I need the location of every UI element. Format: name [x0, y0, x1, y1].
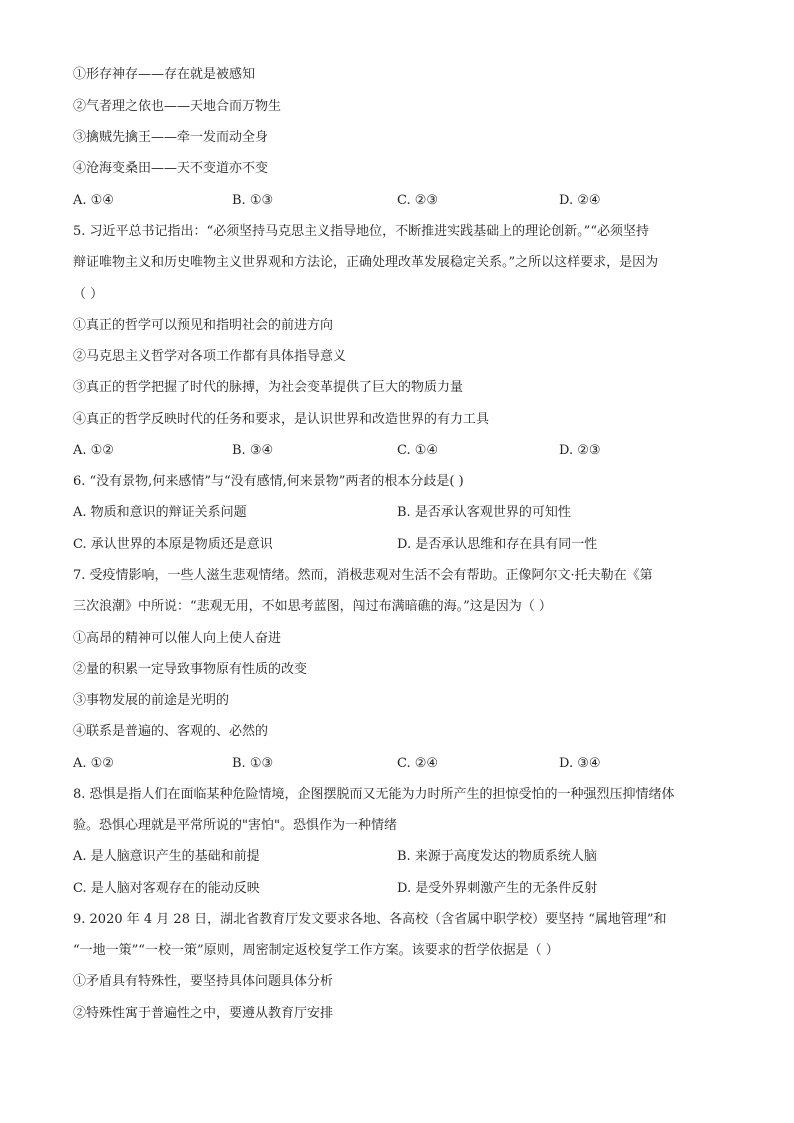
- q8-stem-line-2: 验。恐惧心理就是平常所说的"害怕"。恐惧作为一种情绪: [73, 818, 397, 833]
- q6-option-b: B. 是否承认客观世界的可知性: [397, 505, 571, 520]
- q6-stem: 6. “没有景物,何来感情”与“没有感情,何来景物”两者的根本分歧是( ): [73, 474, 464, 489]
- q6-option-a: A. 物质和意识的辩证关系问题: [73, 505, 247, 520]
- q7-option-c: C. ②④: [397, 756, 439, 771]
- q7-item-2: ②量的积累一定导致事物原有性质的改变: [73, 662, 308, 677]
- q7-item-1: ①高昂的精神可以催人向上使人奋进: [73, 631, 282, 646]
- q8-option-d: D. 是受外界刺激产生的无条件反射: [397, 881, 598, 896]
- q8-option-a: A. 是人脑意识产生的基础和前提: [73, 849, 260, 864]
- q4-item-2: ②气者理之依也——天地合而万物生: [73, 99, 282, 114]
- q5-option-b: B. ③④: [232, 443, 274, 458]
- q5-item-1: ①真正的哲学可以预见和指明社会的前进方向: [73, 318, 334, 333]
- q7-item-3: ③事物发展的前途是光明的: [73, 693, 230, 708]
- q5-item-2: ②马克思主义哲学对各项工作都有具体指导意义: [73, 349, 347, 364]
- q6-option-c: C. 承认世界的本原是物质还是意识: [73, 537, 273, 552]
- q5-stem-line-2: 辩证唯物主义和历史唯物主义世界观和方法论，正确处理改革发展稳定关系。”之所以这样要求，是因为: [73, 255, 659, 270]
- q7-stem-line-1: 7. 受疫情影响，一些人滋生悲观情绪。然而，消极悲观对生活不会有帮助。正像阿尔文·托夫勒在《第: [73, 568, 653, 583]
- q6-option-d: D. 是否承认思维和存在具有同一性: [397, 537, 598, 552]
- q4-item-1: ①形存神存——存在就是被感知: [73, 67, 256, 82]
- q7-option-b: B. ①③: [232, 756, 274, 771]
- q7-item-4: ④联系是普遍的、客观的、必然的: [73, 724, 269, 739]
- q7-stem-line-2: 三次浪潮》中所说：“悲观无用，不如思考蓝图，闯过布满暗礁的海。”这是因为（ ）: [73, 599, 552, 614]
- q7-option-d: D. ③④: [559, 756, 601, 771]
- q9-stem-line-2: “一地一策”“一校一策”原则，周密制定返校复学工作方案。该要求的哲学依据是（ ）: [73, 943, 559, 958]
- q5-item-3: ③真正的哲学把握了时代的脉搏，为社会变革提供了巨大的物质力量: [73, 380, 464, 395]
- q5-option-d: D. ②③: [559, 443, 601, 458]
- q4-option-d: D. ②④: [559, 193, 601, 208]
- q5-option-a: A. ①②: [73, 443, 114, 458]
- q4-item-4: ④沧海变桑田——天不变道亦不变: [73, 161, 269, 176]
- q7-option-a: A. ①②: [73, 756, 114, 771]
- q9-stem-line-1: 9. 2020 年 4 月 28 日，湖北省教育厅发文要求各地、各高校（含省属中职学校）要坚持 “属地管理”和: [73, 912, 667, 927]
- q4-item-3: ③擒贼先擒王——牵一发而动全身: [73, 130, 269, 145]
- q5-stem-line-1: 5. 习近平总书记指出：“必须坚持马克思主义指导地位，不断推进实践基础上的理论创新。”“必须坚持: [73, 224, 649, 239]
- q8-stem-line-1: 8. 恐惧是指人们在面临某种危险情境，企图摆脱而又无能为力时所产生的担惊受怕的一种强烈压抑情绪体: [73, 787, 675, 802]
- q8-option-b: B. 来源于高度发达的物质系统人脑: [397, 849, 597, 864]
- q8-option-c: C. 是人脑对客观存在的能动反映: [73, 881, 260, 896]
- q4-option-a: A. ①④: [73, 193, 114, 208]
- q5-stem-line-3: （ ）: [73, 287, 104, 302]
- q4-option-b: B. ①③: [232, 193, 274, 208]
- q5-option-c: C. ①④: [397, 443, 439, 458]
- q9-item-2: ②特殊性寓于普遍性之中，要遵从教育厅安排: [73, 1006, 334, 1021]
- q4-option-c: C. ②③: [397, 193, 439, 208]
- q9-item-1: ①矛盾具有特殊性，要坚持具体问题具体分析: [73, 974, 334, 989]
- q5-item-4: ④真正的哲学反映时代的任务和要求，是认识世界和改造世界的有力工具: [73, 412, 490, 427]
